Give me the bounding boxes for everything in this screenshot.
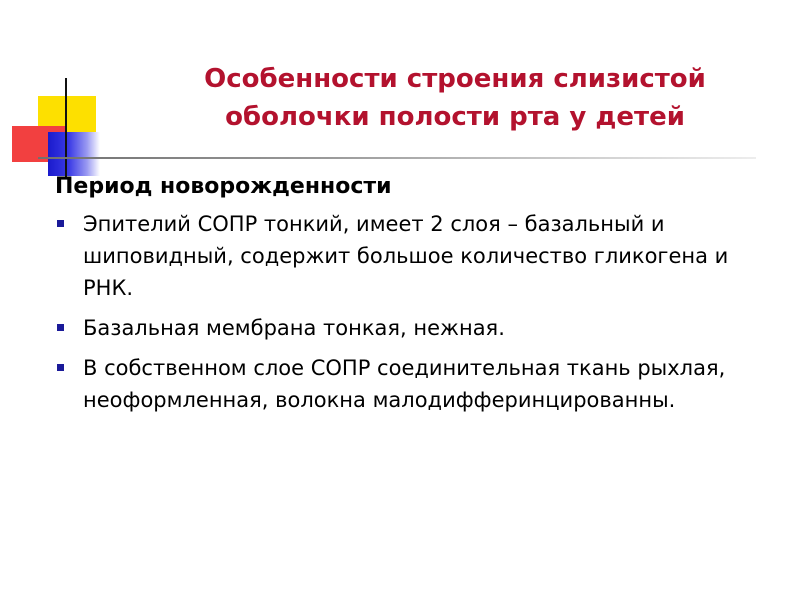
- slide-title-line-1: Особенности строения слизистой: [204, 64, 706, 94]
- section-subheading: Период новорожденности: [55, 174, 392, 199]
- bullet-item: [55, 352, 775, 416]
- vertical-line-shape: [65, 78, 67, 178]
- bullet-text: Базальная мембрана тонкая, нежная.: [83, 316, 505, 340]
- square-bullet-icon: [57, 324, 64, 331]
- bullet-text: Эпителий СОПР тонкий, имеет 2 слоя – базальный и шиповидный, содержит большое количество гликогена и РНК.: [83, 212, 729, 300]
- square-bullet-icon: [57, 364, 64, 371]
- bullet-item: [55, 208, 775, 304]
- slide-body: [55, 170, 775, 424]
- square-bullet-icon: [57, 220, 64, 227]
- bullet-item: [55, 312, 775, 344]
- title-divider: [38, 157, 756, 159]
- bullet-list: [55, 208, 775, 416]
- slide-title-line-2: оболочки полости рта у детей: [225, 102, 685, 132]
- slide-title: [110, 60, 800, 136]
- bullet-text: В собственном слое СОПР соединительная ткань рыхлая, неоформленная, волокна малодифферинцированны.: [83, 356, 726, 412]
